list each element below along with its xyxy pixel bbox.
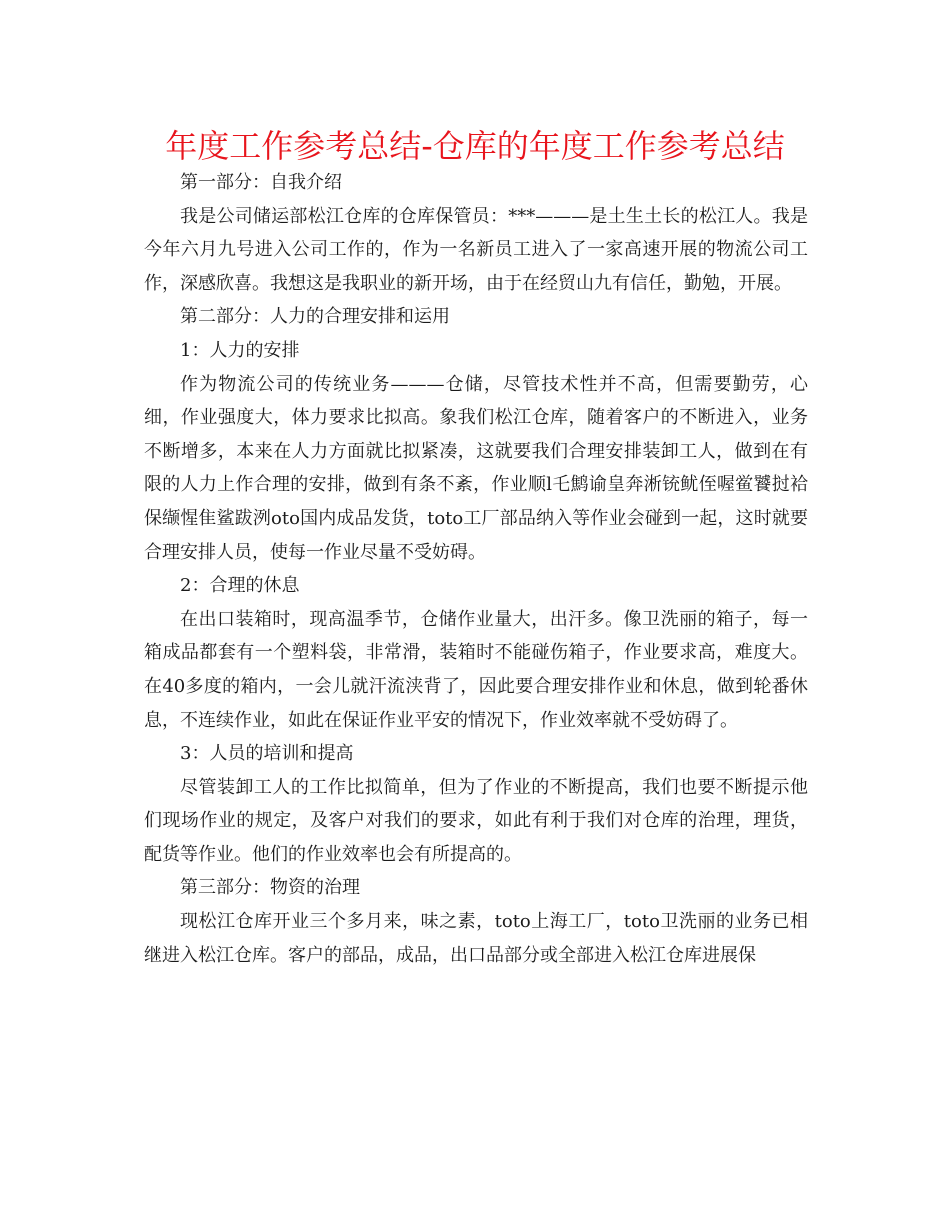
paragraph-self-intro: 我是公司储运部松江仓库的仓库保管员：***———是土生土长的松江人。我是今年六月九号进入公司工作的，作为一名新员工进入了一家高速开展的物流公司工作，深感欣喜。我想这是我职业的新开场，由于在经贸山九有信任，勤勉，开展。: [144, 205, 808, 294]
section-heading-part-two: 第二部分：人力的合理安排和运用: [180, 306, 450, 328]
paragraph-staff-arrangement: 作为物流公司的传统业务———仓储，尽管技术性并不高，但需要勤劳，心细，作业强度大，体力要求比拟高。象我们松江仓库，随着客户的不断进入，业务不断增多，本来在人力方面就比拟紧凑，这就要我们合理安排装卸工人，做到在有限的人力上作合理的安排，做到有条不紊，作业顺l乇鹪谕皇奔淅铳鱿侄喔鲎饕挝袷保缬惺隹鲨跋洌oto国内成品发货，toto工厂部品纳入等作业会碰到一起，这时就要合理安排人员，使每一作业尽量不受妨碍。: [144, 373, 808, 563]
paragraph-reasonable-rest: 在出口装箱时，现高温季节，仓储作业量大，出汗多。像卫洗丽的箱子，每一箱成品都套有一个塑料袋，非常滑，装箱时不能碰伤箱子，作业要求高，难度大。在40多度的箱内，一会儿就汗流浃背了，因此要合理安排作业和休息，做到轮番休息，不连续作业，如此在保证作业平安的情况下，作业效率就不受妨碍了。: [144, 608, 808, 731]
subheading-staff-arrangement: 1：人力的安排: [180, 339, 300, 361]
section-heading-part-three: 第三部分：物资的治理: [180, 877, 360, 899]
subheading-staff-training: 3：人员的培训和提高: [180, 743, 354, 765]
paragraph-materials-management: 现松江仓库开业三个多月来，味之素，toto上海工厂，toto卫洗丽的业务已相继进入松江仓库。客户的部品，成品，出口品部分或全部进入松江仓库进展保: [144, 911, 808, 966]
paragraph-staff-training: 尽管装卸工人的工作比拟简单，但为了作业的不断提高，我们也要不断提示他们现场作业的规定，及客户对我们的要求，如此有利于我们对仓库的治理，理货，配货等作业。他们的作业效率也会有所提高的。: [144, 776, 808, 865]
section-heading-part-one: 第一部分：自我介绍: [180, 172, 342, 193]
subheading-reasonable-rest: 2：合理的休息: [180, 575, 300, 597]
document-title: 年度工作参考总结-仓库的年度工作参考总结: [165, 127, 785, 165]
document-body: [144, 166, 808, 972]
